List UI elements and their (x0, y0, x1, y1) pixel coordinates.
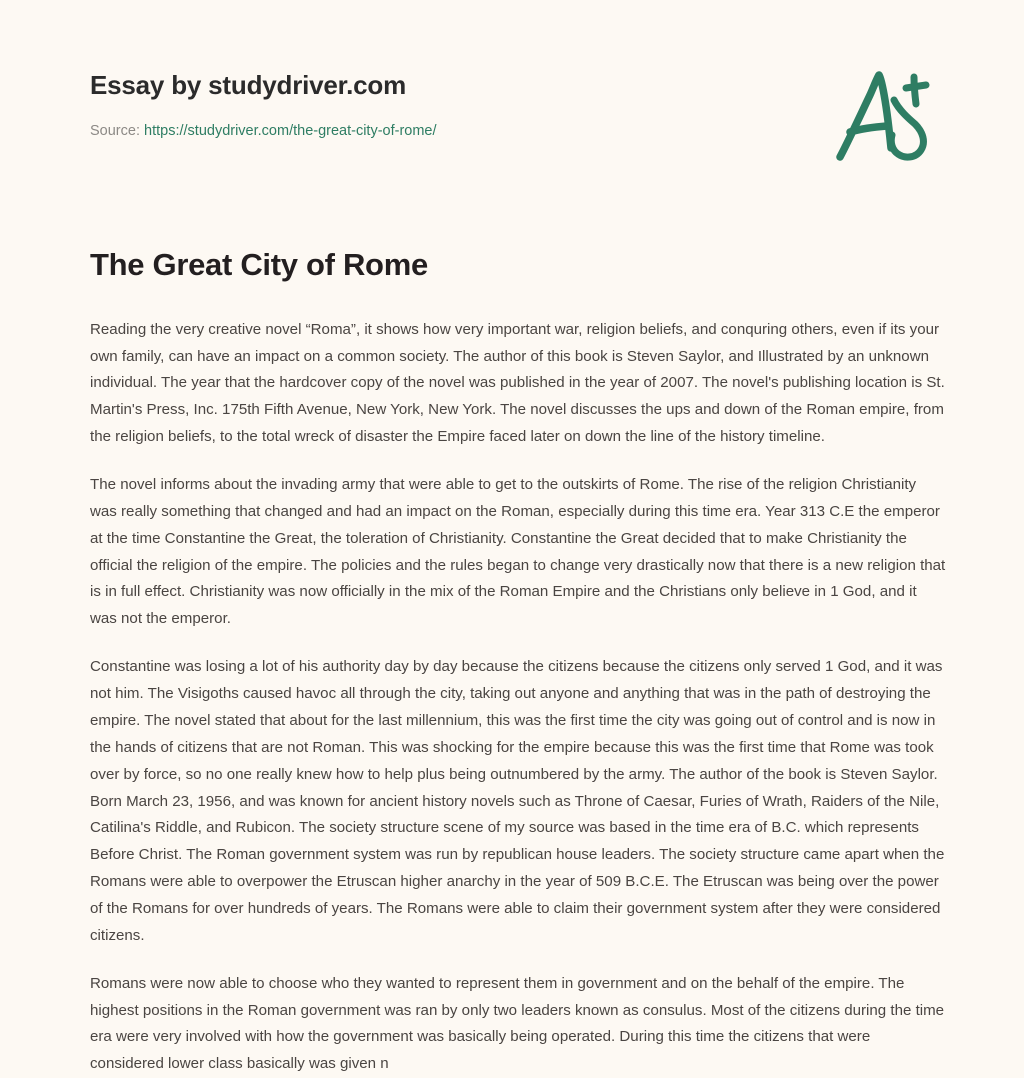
brand-label: Essay by studydriver.com (90, 70, 407, 100)
document-body (0, 246, 1024, 1078)
page-title: The Great City of Rome (90, 247, 428, 282)
essay-paragraph: Constantine was losing a lot of his authority day by day because the citizens because the citizens only served 1 God, and it was not him. The Visigoths caused havoc all through the city, taking out anyone and anything that was in the path of destroying the empire. The novel stated that about for the last millennium, this was the first time the city was going out of control and is now in the hands of citizens that are not Roman. This was shocking for the empire because this was the first time that Rome was took over by force, so no one really knew how to help plus being outnumbered by the army. The author of the book is Steven Saylor. Born March 23, 1956, and was known for ancient history novels such as Throne of Caesar, Furies of Wrath, Raiders of the Nile, Catilina's Riddle, and Rubicon. The society structure scene of my source was based in the time era of B.C. which represents Before Christ. The Roman government system was run by republican house leaders. The society structure came apart when the Romans were able to overpower the Etruscan higher anarchy in the year of 509 B.C.E. The Etruscan was being over the power of the Romans for over hundreds of years. The Romans were able to claim their government system after they were considered citizens. (90, 658, 945, 944)
a-plus-logo-icon (826, 62, 946, 172)
source-line (90, 123, 437, 140)
essay-paragraph-truncated: Romans were now able to choose who they wanted to represent them in government and on the behalf of the empire. The highest positions in the Roman government was ran by only two leaders known as consulus. Most of the citizens during the time era were very involved with how the government was basically being operated. During this time the citizens that were considered lower class basically was given n (90, 974, 945, 1073)
essay-paragraph: Reading the very creative novel “Roma”, it shows how very important war, religion beliefs, and conquring others, even if its your own family, can have an impact on a common society. The author of this book is Steven Saylor, and Illustrated by an unknown individual. The year that the hardcover copy of the novel was published in the year of 2007. The novel's publishing location is St. Martin's Press, Inc. 175th Fifth Avenue, New York, New York. The novel discusses the ups and down of the Roman empire, from the religion beliefs, to the total wreck of disaster the Empire faced later on down the line of the history timeline. (90, 320, 945, 446)
page-header (0, 0, 1024, 172)
source-label: Source: (90, 123, 140, 140)
source-url-link[interactable]: https://studydriver.com/the-great-city-of-rome/ (144, 123, 437, 140)
essay-paragraph: The novel informs about the invading army that were able to get to the outskirts of Rome. The rise of the religion Christianity was really something that changed and had an impact on the Roman, especially during this time era. Year 313 C.E the emperor at the time Constantine the Great, the toleration of Christianity. Constantine the Great decided that to make Christianity the official the religion of the empire. The policies and the rules began to change very drastically now that there is a new religion that is in full effect. Christianity was now officially in the mix of the Roman Empire and the Christians only believe in 1 God, and it was not the emperor. (90, 476, 946, 628)
header-text-block (90, 62, 437, 141)
